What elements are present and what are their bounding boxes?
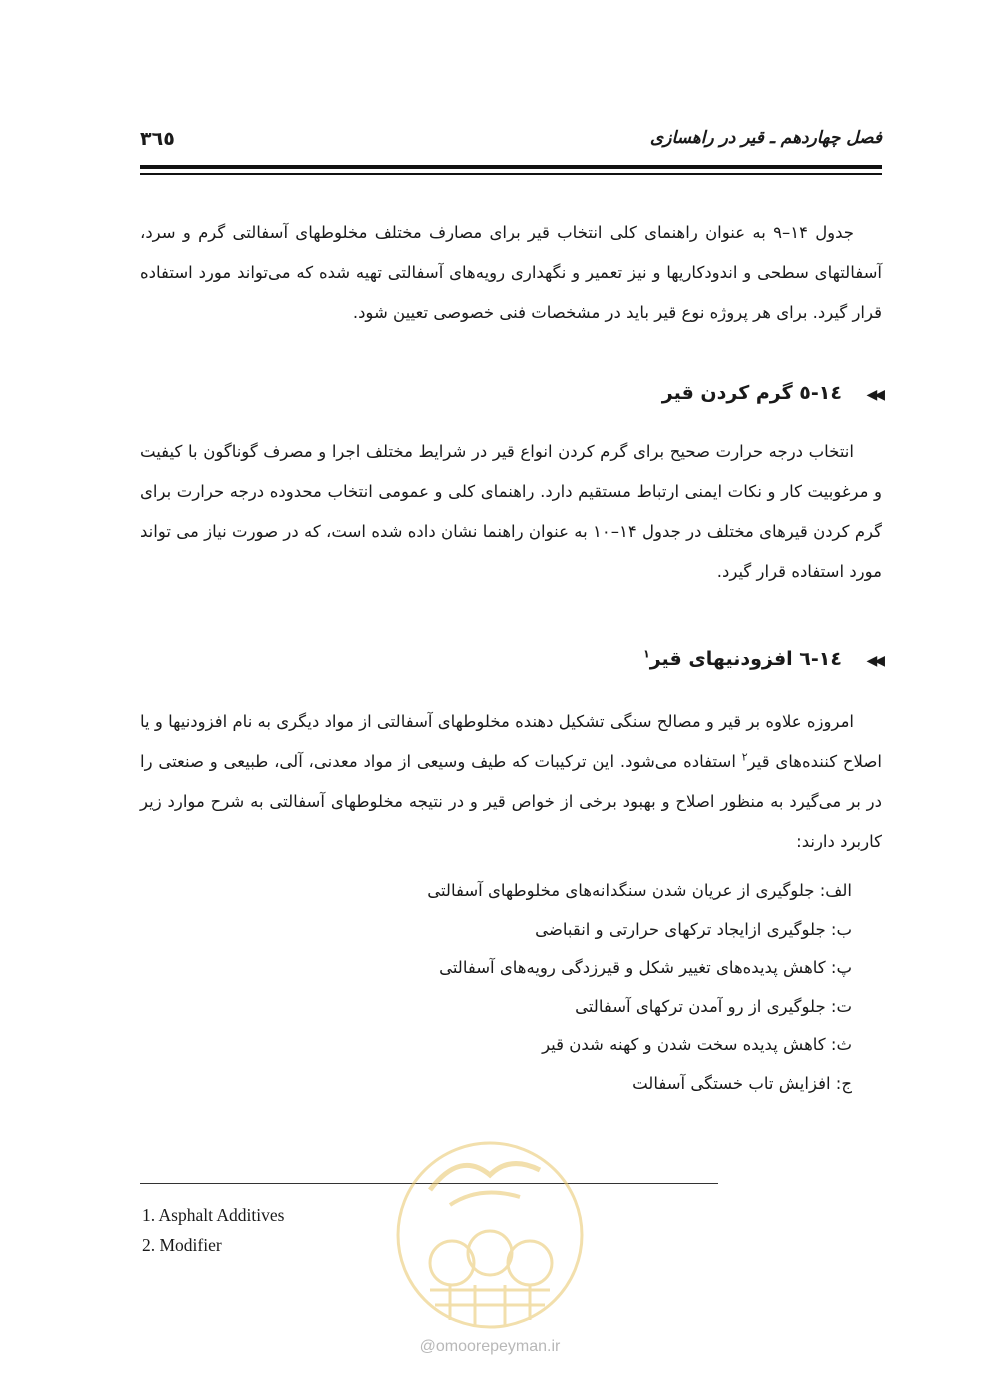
list-item: پ: کاهش پدیده‌های تغییر شکل و قیرزدگی رویه‌های آسفالتی: [439, 958, 852, 978]
watermark-logo-icon: [390, 1135, 590, 1335]
section-heading-14-5-text: ١٤-٥ گرم کردن قیر: [661, 382, 842, 404]
header-rule-thin: [140, 173, 882, 175]
footnote-1: 1. Asphalt Additives: [142, 1205, 285, 1225]
paragraph-1: [140, 213, 882, 333]
footnote-2: 2. Modifier: [142, 1235, 222, 1255]
page-number: ٣٦٥: [140, 128, 175, 150]
heading-arrow-icon: ◀◀: [866, 387, 882, 403]
footnote-ref-2: ۲: [741, 750, 748, 764]
additive-uses-list: [140, 872, 852, 1104]
heading-arrow-icon: ◀◀: [866, 653, 882, 669]
list-item: ت: جلوگیری از رو آمدن ترکهای آسفالتی: [575, 996, 852, 1016]
list-item: ج: افزایش تاب خستگی آسفالت: [632, 1073, 852, 1093]
paragraph-3-text-a: امروزه علاوه بر قیر و مصالح سنگی تشکیل دهنده مخلوطهای آسفالتی از مواد دیگری به نام افزودنیها و یا اصلاح کننده‌های قیر: [140, 712, 882, 771]
section-heading-14-6-text: ١٤-٦ افزودنیهای قیر: [649, 648, 842, 670]
chapter-title: فصل چهاردهم ـ قیر در راهسازی: [649, 128, 882, 148]
watermark-caption: @omoorepeyman.ir: [419, 1338, 561, 1355]
footnotes: [142, 1200, 284, 1260]
paragraph-3: [140, 702, 882, 862]
section-heading-14-6: [140, 648, 882, 670]
footnote-ref-1: ١: [643, 647, 650, 661]
page-header: [140, 128, 882, 158]
list-item: الف: جلوگیری از عریان شدن سنگدانه‌های مخلوطهای آسفالتی: [427, 881, 852, 900]
paragraph-1-text: جدول ۱۴–۹ به عنوان راهنمای کلی انتخاب قیر برای مصارف مختلف مخلوطهای آسفالتی گرم و سرد، آسفالتهای سطحی و اندودکاریها و نیز تعمیر و نگهداری رویه‌های آسفالتی تهیه شده که می‌تواند مورد استفاده قرار گیرد. برای هر پروژه نوع قیر باید در مشخصات فنی خصوصی تعیین شود.: [140, 223, 882, 322]
paragraph-2: [140, 432, 882, 592]
header-rule-thick: [140, 165, 882, 169]
list-item: ب: جلوگیری ازایجاد ترکهای حرارتی و انقباضی: [535, 919, 852, 939]
section-heading-14-5: [140, 382, 882, 404]
paragraph-2-text: انتخاب درجه حرارت صحیح برای گرم کردن انواع قیر در شرایط مختلف اجرا و مصرف گوناگون با کیفیت و مرغوبیت کار و نکات ایمنی ارتباط مستقیم دارد. راهنمای کلی و عمومی انتخاب محدوده درجه حرارت برای گرم کردن قیرهای مختلف در جدول ۱۴–۱۰ به عنوان راهنما نشان داده شده است، که در صورت نیاز می تواند مورد استفاده قرار گیرد.: [140, 442, 882, 581]
list-item: ث: کاهش پدیده سخت شدن و کهنه شدن قیر: [542, 1035, 852, 1055]
paragraph-3-text-b: استفاده می‌شود. این ترکیبات که طیف وسیعی از مواد معدنی، آلی، طبیعی و صنعتی را در بر می‌گیرد به منظور اصلاح و بهبود برخی از خواص قیر و در نتیجه مخلوطهای آسفالتی به شرح موارد زیر کاربرد دارند:: [140, 752, 882, 851]
